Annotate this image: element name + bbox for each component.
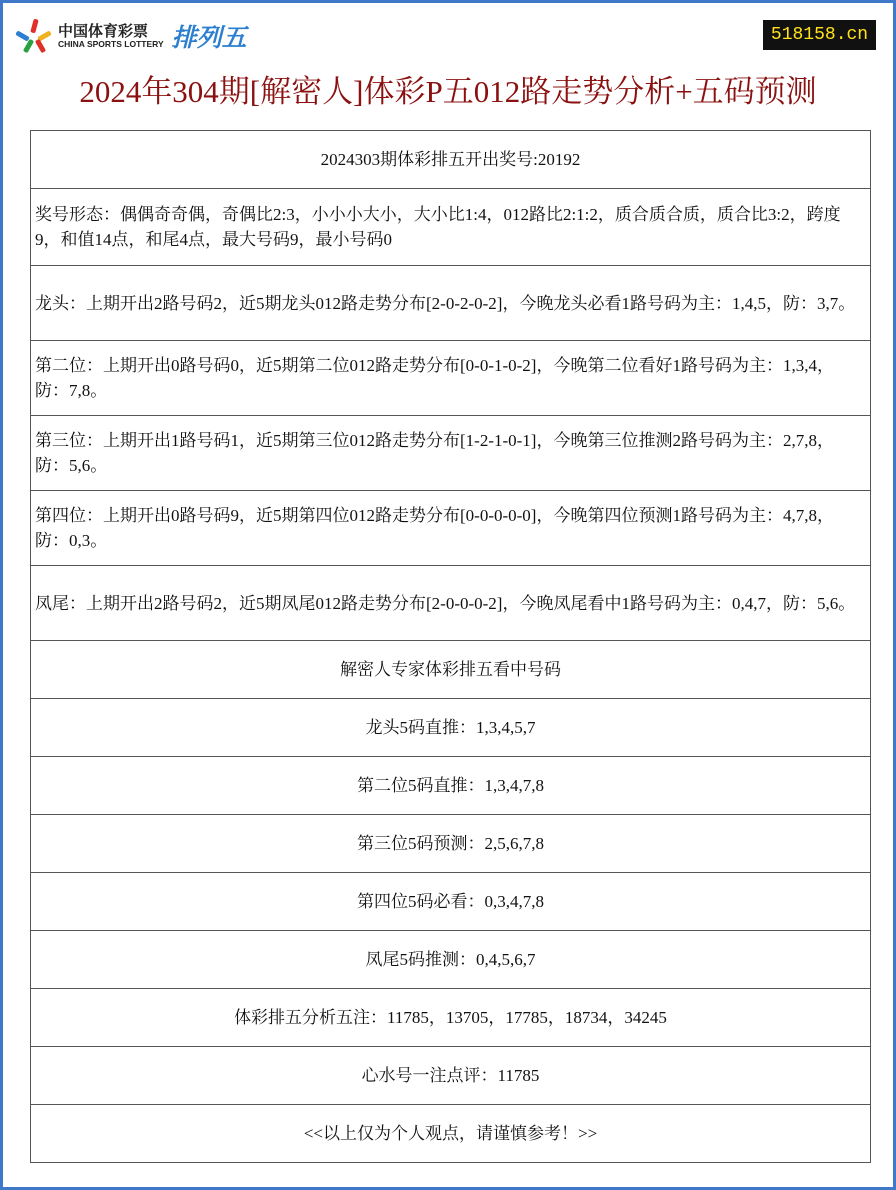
prediction-table	[30, 130, 871, 1163]
logo-cn-text: 中国体育彩票	[58, 22, 149, 40]
position-3-analysis: 第三位：上期开出1路号码1，近5期第三位012路走势分布[1-2-1-0-1]，今晚第三位推测2路号码为主：2,7,8，防：5,6。	[31, 416, 871, 491]
logo-game-text: 排列五	[171, 23, 247, 52]
pick-position-4: 第四位5码必看：0,3,4,7,8	[31, 873, 871, 931]
draw-result: 2024303期体彩排五开出奖号:20192	[31, 131, 871, 189]
page-title: 2024年304期[解密人]体彩P五012路走势分析+五码预测	[79, 74, 817, 109]
pick-position-2: 第二位5码直推：1,3,4,7,8	[31, 757, 871, 815]
lottery-logo-icon	[18, 19, 52, 53]
favorite-bet: 心水号一注点评：11785	[31, 1047, 871, 1105]
pick-position-5: 凤尾5码推测：0,4,5,6,7	[31, 931, 871, 989]
five-bets: 体彩排五分析五注：11785，13705，17785，18734，34245	[31, 989, 871, 1047]
pick-position-1: 龙头5码直推：1,3,4,5,7	[31, 699, 871, 757]
lottery-logo	[18, 18, 247, 54]
expert-heading: 解密人专家体彩排五看中号码	[31, 641, 871, 699]
position-5-analysis: 凤尾：上期开出2路号码2，近5期凤尾012路走势分布[2-0-0-0-2]，今晚凤尾看中1路号码为主：0,4,7，防：5,6。	[31, 566, 871, 641]
disclaimer: <<以上仅为个人观点，请谨慎参考！>>	[31, 1105, 871, 1163]
logo-en-text: CHINA SPORTS LOTTERY	[58, 39, 164, 49]
position-1-analysis: 龙头：上期开出2路号码2，近5期龙头012路走势分布[2-0-2-0-2]，今晚龙头必看1路号码为主：1,4,5，防：3,7。	[31, 266, 871, 341]
position-2-analysis: 第二位：上期开出0路号码0，近5期第二位012路走势分布[0-0-1-0-2]，今晚第二位看好1路号码为主：1,3,4，防：7,8。	[31, 341, 871, 416]
position-4-analysis: 第四位：上期开出0路号码9，近5期第四位012路走势分布[0-0-0-0-0]，今晚第四位预测1路号码为主：4,7,8，防：0,3。	[31, 491, 871, 566]
site-badge: 518158.cn	[763, 20, 876, 50]
number-pattern: 奖号形态：偶偶奇奇偶，奇偶比2:3，小小小大小，大小比1:4，012路比2:1:2，质合质合质，质合比3:2，跨度9，和值14点，和尾4点，最大号码9，最小号码0	[31, 189, 871, 266]
pick-position-3: 第三位5码预测：2,5,6,7,8	[31, 815, 871, 873]
